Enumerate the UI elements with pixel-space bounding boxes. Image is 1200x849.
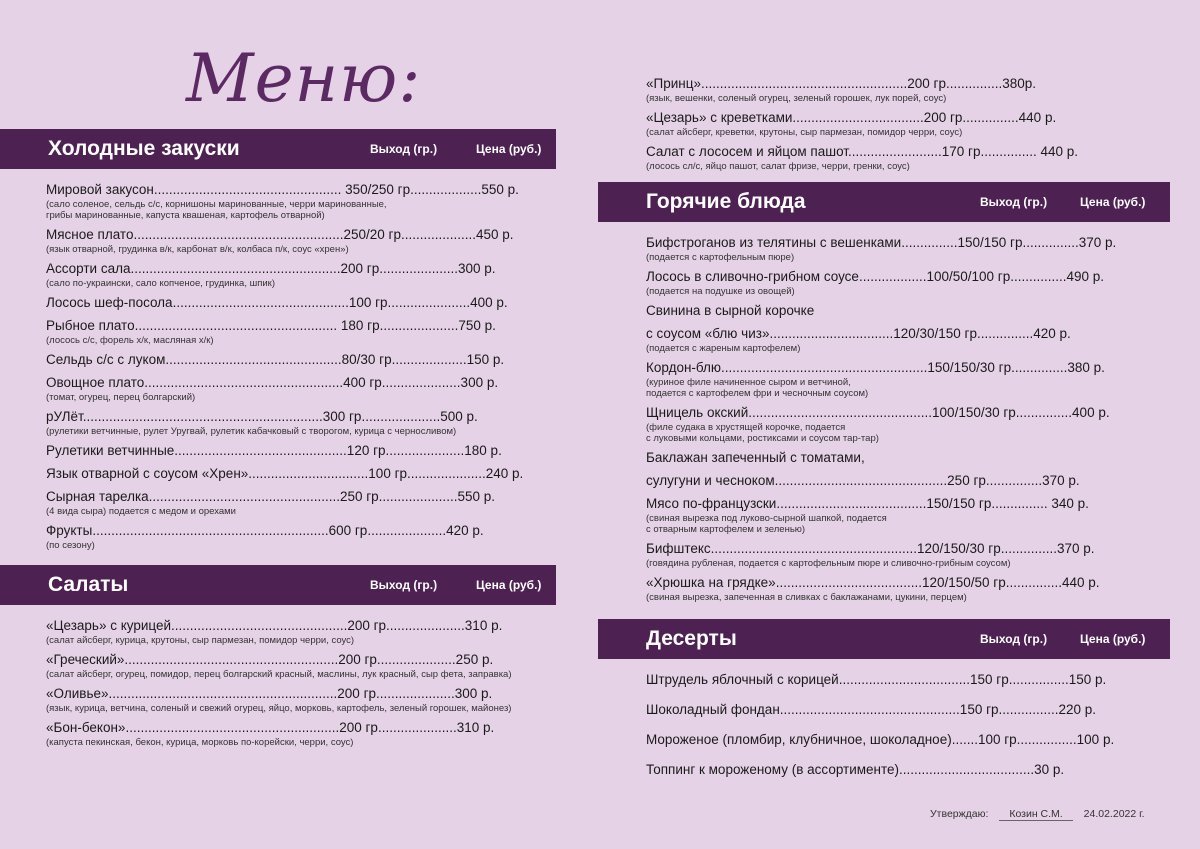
section-title: Салаты — [48, 573, 129, 596]
menu-item — [0, 374, 562, 403]
menu-item-line: Сельдь с/с с луком...............................................80/30 гр....................150 р. — [46, 352, 505, 367]
menu-item — [0, 351, 562, 369]
menu-item — [598, 75, 1170, 104]
menu-item — [0, 226, 562, 255]
price-column-label: Цена (руб.) — [476, 142, 542, 156]
menu-item-description: с луковыми кольцами, ростиксами и соусом тар-тар) — [646, 433, 879, 444]
output-column-label: Выход (гр.) — [370, 142, 438, 156]
menu-item-description: (сало соленое, сельдь с/с, корнишоны маринованные, черри маринованные, — [46, 199, 387, 210]
menu-title: Меню: — [186, 40, 422, 117]
menu-item — [0, 294, 562, 312]
menu-item — [0, 181, 562, 221]
menu-item — [598, 404, 1170, 444]
menu-item — [598, 671, 1170, 689]
menu-item-description: (язык, курица, ветчина, соленый и свежий огурец, яйцо, морковь, картофель, зеленый горошек, майонез) — [46, 703, 512, 714]
menu-item-line: «Принц».......................................................200 гр...............380р. — [646, 76, 1036, 91]
menu-item-line: рУЛёт................................................................300 гр.....................500 р. — [46, 409, 478, 424]
menu-item — [598, 701, 1170, 719]
menu-item-line: «Цезарь» с курицей...............................................200 гр.....................310 р. — [46, 618, 503, 633]
menu-section — [598, 619, 1170, 779]
menu-item-description: (куриное филе начиненное сыром и ветчиной, — [646, 377, 851, 388]
menu-item — [0, 317, 562, 346]
menu-item-line: с соусом «блю чиз».................................120/30/150 гр...............420 р. — [646, 326, 1071, 341]
menu-item-line: Рулетики ветчинные..............................................120 гр.....................180 р. — [46, 443, 502, 458]
menu-item — [0, 465, 562, 483]
menu-item-description: (язык отварной, грудинка в/к, карбонат в/к, колбаса п/к, соус «хрен») — [46, 244, 349, 255]
menu-item-line: «Цезарь» с креветками...................................200 гр...............440 р. — [646, 110, 1057, 125]
menu-item — [598, 472, 1170, 490]
output-column-label: Выход (гр.) — [980, 632, 1048, 646]
menu-item — [598, 234, 1170, 263]
menu-item-line: Штрудель яблочный с корицей...................................150 гр................150 р. — [646, 672, 1107, 687]
menu-item-description: (лосось с/с, форель х/к, масляная х/к) — [46, 335, 214, 346]
menu-section — [598, 182, 1170, 603]
approval-date: 24.02.2022 г. — [1083, 808, 1145, 820]
menu-item-description: подается с картофелем фри и чесночным соусом) — [646, 388, 869, 399]
menu-item-line: «Греческий».........................................................200 гр.....................250 р. — [46, 652, 494, 667]
menu-item — [0, 522, 562, 551]
menu-item — [0, 617, 562, 646]
menu-item-line: Мясо по-французски........................................150/150 гр............... 340 р. — [646, 496, 1089, 511]
menu-item-line: Фрукты...............................................................600 гр.....................420 р. — [46, 523, 484, 538]
menu-item — [0, 408, 562, 437]
menu-item-line: Язык отварной с соусом «Хрен»................................100 гр.....................240 р. — [46, 466, 524, 481]
menu-item-description: (подается с жареным картофелем) — [646, 343, 801, 354]
menu-item — [598, 143, 1170, 172]
menu-item-line: «Хрюшка на грядке».......................................120/150/50 гр...............440 р. — [646, 575, 1100, 590]
section-header — [0, 565, 556, 605]
output-column-label: Выход (гр.) — [980, 195, 1048, 209]
menu-item — [598, 540, 1170, 569]
approval — [930, 808, 1145, 821]
menu-item-line: Мороженое (пломбир, клубничное, шоколадное).......100 гр................100 р. — [646, 732, 1115, 747]
menu-item — [0, 260, 562, 289]
menu-item-line: «Оливье».............................................................200 гр.....................300 р. — [46, 686, 493, 701]
menu-item-line: Сырная тарелка...................................................250 гр.....................550 р. — [46, 489, 495, 504]
menu-item-line: Бифстроганов из телятины с вешенками...............150/150 гр...............370 р. — [646, 235, 1117, 250]
menu-item-description: (подается с картофельным пюре) — [646, 252, 795, 263]
menu-item — [598, 761, 1170, 779]
menu-item — [598, 109, 1170, 138]
menu-section — [0, 565, 562, 748]
menu-item-line: Лосось шеф-посола...............................................100 гр......................400 р. — [46, 295, 508, 310]
section-header — [0, 129, 556, 169]
menu-item-line: Свинина в сырной корочке — [646, 303, 815, 318]
menu-item-description: (по сезону) — [46, 540, 95, 551]
menu-item — [598, 302, 1170, 320]
menu-item — [0, 719, 562, 748]
left-column — [0, 129, 562, 760]
menu-item — [0, 442, 562, 460]
menu-item — [0, 685, 562, 714]
right-column — [598, 75, 1170, 791]
approval-signature: Козин С.М. — [999, 808, 1072, 821]
menu-item-line: сулугуни и чесноком..............................................250 гр...............370 р. — [646, 473, 1080, 488]
price-column-label: Цена (руб.) — [1080, 195, 1146, 209]
menu-item — [598, 325, 1170, 354]
price-column-label: Цена (руб.) — [476, 578, 542, 592]
menu-section — [0, 129, 562, 551]
menu-item-description: (говядина рубленая, подается с картофельным пюре и сливочно-грибным соусом) — [646, 558, 1011, 569]
menu-item-line: Баклажан запеченный с томатами, — [646, 450, 865, 465]
menu-item-description: (салат айсберг, огурец, помидор, перец болгарский красный, маслины, лук красный, сыр фета, заправка) — [46, 669, 512, 680]
menu-item-description: (томат, огурец, перец болгарский) — [46, 392, 196, 403]
menu-item — [598, 495, 1170, 535]
menu-item-line: Овощное плато.....................................................400 гр.....................300 р. — [46, 375, 499, 390]
menu-item-description: (свиная вырезка, запеченная в сливках с баклажанами, цукини, перцем) — [646, 592, 967, 603]
menu-item — [0, 651, 562, 680]
menu-item-description: (4 вида сыра) подается с медом и орехами — [46, 506, 236, 517]
output-column-label: Выход (гр.) — [370, 578, 438, 592]
menu-item-description: (свиная вырезка под луково-сырной шапкой, подается — [646, 513, 887, 524]
section-title: Горячие блюда — [646, 190, 806, 213]
menu-item-line: Мировой закусон.................................................. 350/250 гр...................550 р. — [46, 182, 519, 197]
menu-item-description: с отварным картофелем и зеленью) — [646, 524, 806, 535]
price-column-label: Цена (руб.) — [1080, 632, 1146, 646]
section-header — [598, 182, 1170, 222]
menu-item — [598, 268, 1170, 297]
menu-item-description: (салат айсберг, курица, крутоны, сыр пармезан, помидор черри, соус) — [46, 635, 355, 646]
section-title: Десерты — [646, 627, 737, 650]
menu-item — [0, 488, 562, 517]
menu-item-description: (лосось сл/с, яйцо пашот, салат фризе, черри, гренки, соус) — [646, 161, 910, 172]
section-header — [598, 619, 1170, 659]
approval-label: Утверждаю: — [930, 808, 989, 820]
menu-item-description: (салат айсберг, креветки, крутоны, сыр пармезан, помидор черри, соус) — [646, 127, 963, 138]
menu-item — [598, 574, 1170, 603]
menu-item-line: Бифштекс.......................................................120/150/30 гр...............370 р. — [646, 541, 1095, 556]
menu-item-description: (подается на подушке из овощей) — [646, 286, 795, 297]
menu-item-description: (рулетики ветчинные, рулет Уругвай, рулетик кабачковый с творогом, курица с черносливом) — [46, 426, 457, 437]
menu-item — [598, 731, 1170, 749]
menu-item-line: Лосось в сливочно-грибном соусе..................100/50/100 гр...............490 р. — [646, 269, 1104, 284]
menu-item-line: Щницель окский.................................................100/150/30 гр...............400 р. — [646, 405, 1110, 420]
menu-item-line: Топпинг к мороженому (в ассортименте)....................................30 р. — [646, 762, 1065, 777]
menu-item-line: Салат с лососем и яйцом пашот.........................170 гр............... 440 р. — [646, 144, 1078, 159]
menu-item — [598, 449, 1170, 467]
menu-item-line: Шоколадный фондан................................................150 гр................220 р. — [646, 702, 1097, 717]
menu-item-description: (филе судака в хрустящей корочке, подается — [646, 422, 846, 433]
menu-item — [598, 359, 1170, 399]
menu-item-line: Рыбное плато...................................................... 180 гр.....................750 р. — [46, 318, 496, 333]
menu-item-line: Мясное плато........................................................250/20 гр....................450 р. — [46, 227, 514, 242]
menu-item-line: «Бон-бекон».........................................................200 гр.....................310 р. — [46, 720, 495, 735]
menu-item-line: Ассорти сала........................................................200 гр.....................300 р. — [46, 261, 496, 276]
menu-item-line: Кордон-блю.......................................................150/150/30 гр...............380 р. — [646, 360, 1105, 375]
menu-item-description: (язык, вешенки, соленый огурец, зеленый горошек, лук порей, соус) — [646, 93, 947, 104]
menu-item-description: (капуста пекинская, бекон, курица, морковь по-корейски, черри, соус) — [46, 737, 354, 748]
menu-item-description: (сало по-украински, сало копченое, грудинка, шпик) — [46, 278, 275, 289]
menu-item-description: грибы маринованные, капуста квашеная, картофель отварной) — [46, 210, 325, 221]
section-title: Холодные закуски — [48, 137, 240, 160]
